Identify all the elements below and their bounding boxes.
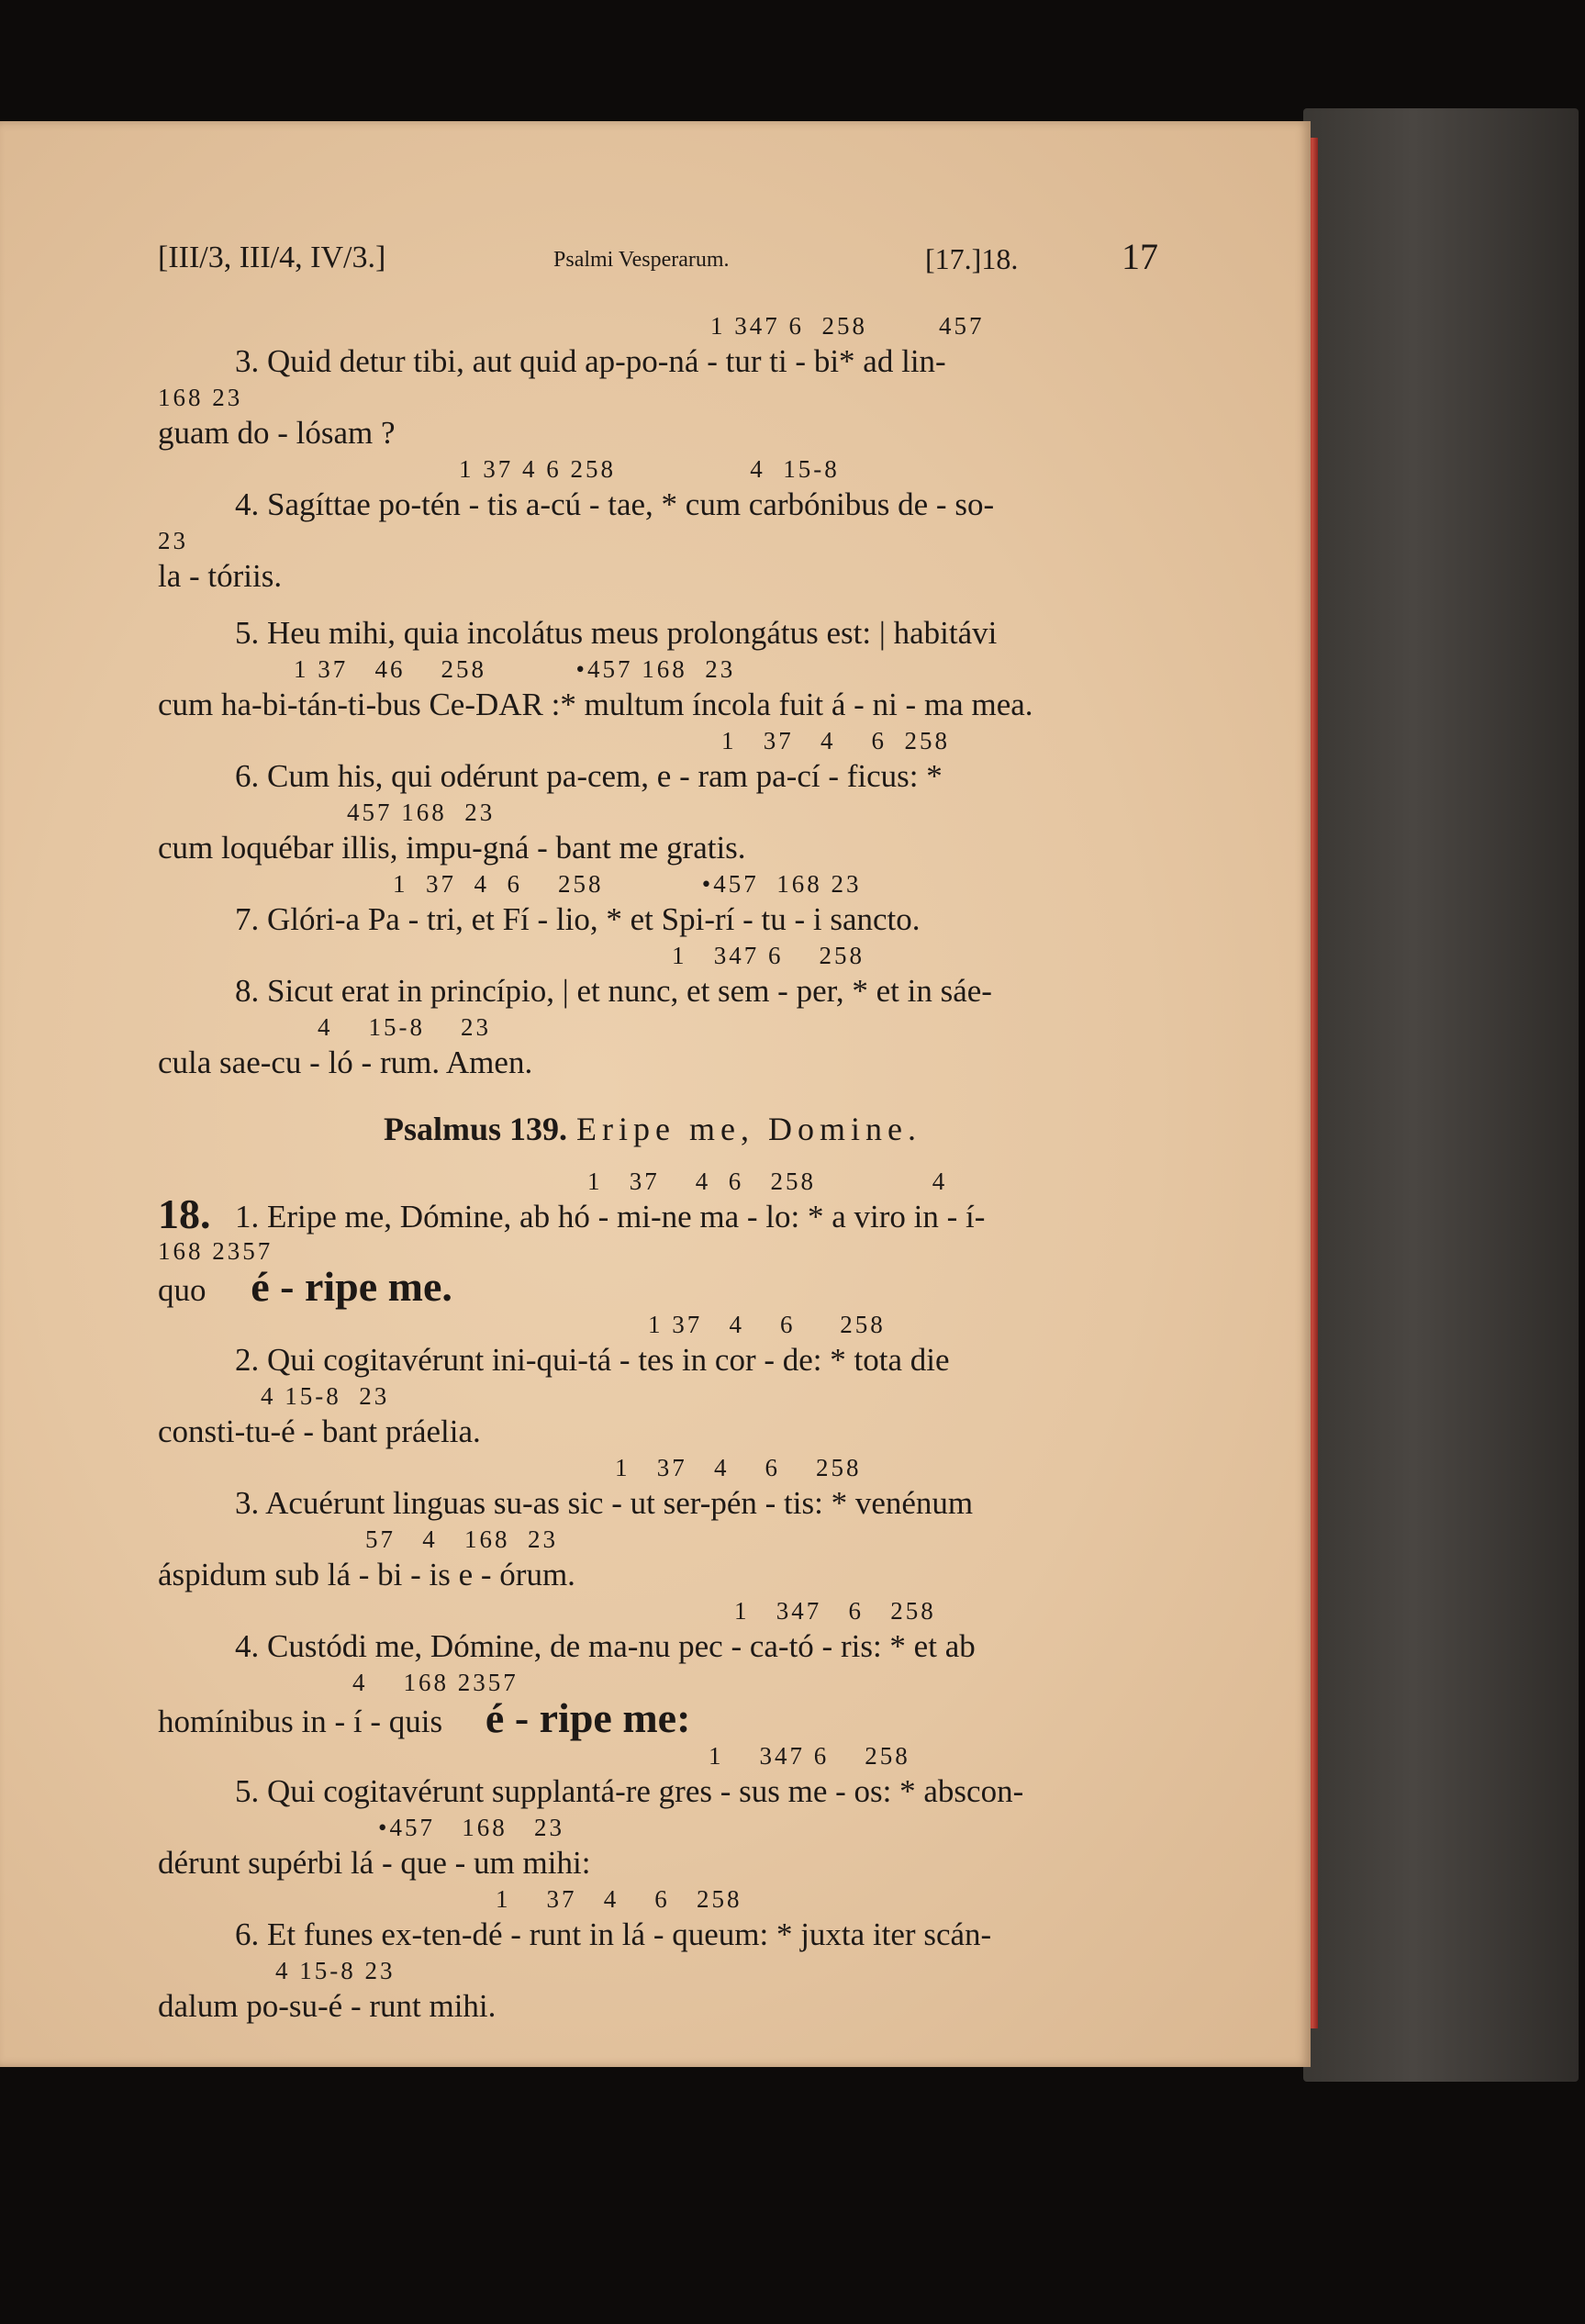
verse-line [158, 1263, 452, 1310]
chant-numbers: 23 [158, 527, 188, 554]
verse-line [158, 1694, 691, 1741]
verse-line: 6. Et funes ex-ten-dé - runt in lá - queum: * juxta iter scán- [235, 1916, 992, 1952]
refrain-bold: é - ripe me. [251, 1263, 452, 1310]
verse-line: guam do - lósam ? [158, 415, 396, 451]
psalm-number: Psalmus 139. [384, 1111, 568, 1147]
header-ref: [17.]18. [925, 242, 1019, 275]
verse-line: 6. Cum his, qui odérunt pa-cem, e - ram pa-cí - ficus: * [235, 758, 943, 794]
chant-numbers: 168 2357 [158, 1237, 273, 1265]
chant-numbers: 1 37 4 6 258 4 15-8 [459, 455, 840, 483]
verse-line: cum loquébar illis, impu-gná - bant me gratis. [158, 830, 746, 866]
section-number: 18. [158, 1190, 211, 1237]
verse-line: 4. Sagíttae po-tén - tis a-cú - tae, * cum carbónibus de - so- [235, 486, 995, 522]
verse-line: áspidum sub lá - bi - is e - órum. [158, 1557, 575, 1592]
verse-line: cum ha-bi-tán-ti-bus Ce-DAR :* multum íncola fuit á - ni - ma mea. [158, 687, 1033, 722]
chant-numbers: 1 37 4 6 258 [615, 1454, 862, 1481]
chant-numbers: 1 37 46 258 •457 168 23 [294, 655, 736, 683]
chant-numbers: 4 168 2357 [352, 1669, 519, 1696]
chant-numbers: 57 4 168 23 [365, 1525, 558, 1553]
verse-line: dalum po-su-é - runt mihi. [158, 1988, 497, 2024]
verse-line: 5. Heu mihi, quia incolátus meus prolongátus est: | habitávi [235, 615, 998, 651]
verse-line: 3. Quid detur tibi, aut quid ap-po-ná - tur ti - bi* ad lin- [235, 343, 946, 379]
chant-numbers: 1 347 6 258 457 [710, 312, 985, 340]
book-cover [1303, 108, 1579, 2082]
chant-numbers: 1 347 6 258 [709, 1742, 910, 1770]
chant-numbers: 1 37 4 6 258 [496, 1885, 742, 1913]
chant-numbers: •457 168 23 [378, 1814, 564, 1841]
verse-line: la - tóriis. [158, 558, 283, 594]
verse-line: dérunt supérbi lá - que - um mihi: [158, 1845, 591, 1881]
chant-numbers: 1 37 4 6 258 [648, 1311, 886, 1338]
chant-numbers: 4 15-8 23 [275, 1957, 396, 1984]
psalm-incipit: Eripe me, Domine. [576, 1111, 921, 1147]
verse-line: 8. Sicut erat in princípio, | et nunc, et sem - per, * et in sáe- [235, 973, 992, 1009]
verse-line: 1. Eripe me, Dómine, ab hó - mi-ne ma - lo: * a viro in - í- [235, 1199, 986, 1235]
verse-line: 5. Qui cogitavérunt supplantá-re gres - sus me - os: * abscon- [235, 1773, 1024, 1809]
chant-numbers: 1 347 6 258 [672, 942, 865, 969]
page-number: 17 [1122, 236, 1158, 277]
chant-numbers: 1 37 4 6 258 •457 168 23 [393, 870, 862, 898]
header-left: [III/3, III/4, IV/3.] [158, 240, 386, 274]
verse-text: homínibus in - í - quis [158, 1704, 443, 1739]
header-title: Psalmi Vesperarum. [553, 248, 730, 272]
refrain-bold: é - ripe me: [485, 1694, 691, 1741]
chant-numbers: 168 23 [158, 384, 243, 411]
chant-numbers: 4 15-8 23 [261, 1382, 390, 1410]
psalm-heading [384, 1111, 921, 1147]
chant-numbers: 1 347 6 258 [734, 1597, 936, 1625]
verse-line: 4. Custódi me, Dómine, de ma-nu pec - ca-tó - ris: * et ab [235, 1628, 976, 1664]
psalm-text [0, 121, 1311, 2067]
verse-line: cula sae-cu - ló - rum. Amen. [158, 1045, 533, 1080]
chant-numbers: 4 15-8 23 [318, 1013, 491, 1041]
verse-line: 3. Acuérunt linguas su-as sic - ut ser-pén - tis: * venénum [235, 1485, 974, 1521]
chant-numbers: 457 168 23 [347, 799, 496, 826]
verse-text: quo [158, 1272, 206, 1308]
verse-line: 7. Glóri-a Pa - tri, et Fí - lio, * et Spi-rí - tu - i sancto. [235, 901, 921, 937]
book-page [0, 121, 1311, 2067]
chant-numbers: 1 37 4 6 258 [721, 727, 950, 754]
chant-numbers: 1 37 4 6 258 4 [587, 1168, 948, 1195]
verse-line: 2. Qui cogitavérunt ini-qui-tá - tes in cor - de: * tota die [235, 1342, 950, 1378]
verse-line: consti-tu-é - bant práelia. [158, 1413, 481, 1449]
